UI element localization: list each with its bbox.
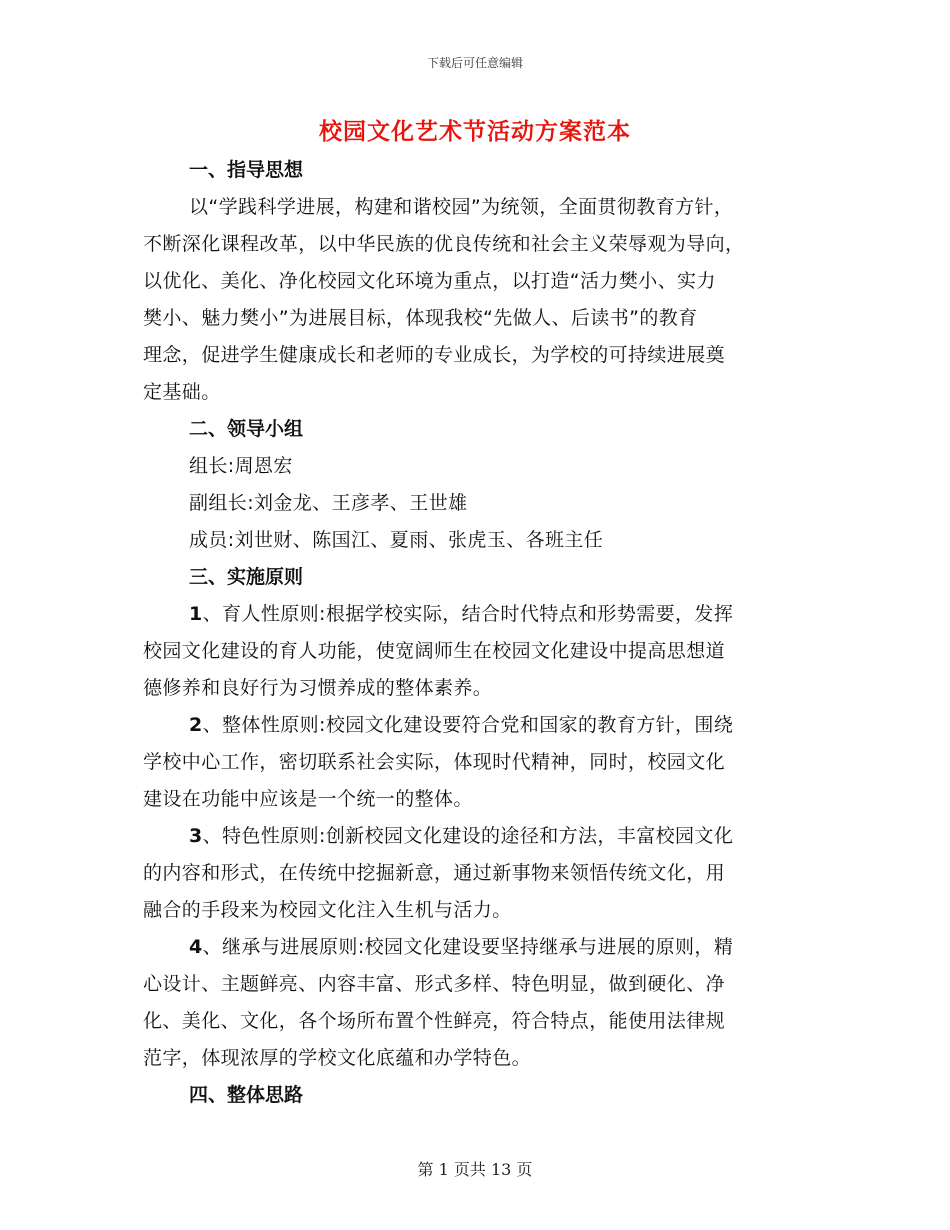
paragraph-line: 建设在功能中应该是一个统一的整体。: [143, 788, 473, 810]
paragraph-line: 范字，体现浓厚的学校文化底蕴和办学特色。: [143, 1047, 532, 1069]
page-number-footer: 第 1 页共 13 页: [417, 1160, 533, 1179]
principle-number: 1: [189, 603, 203, 625]
principle-number: 3: [189, 825, 203, 847]
paragraph-line: 校园文化建设的育人功能，使宽阔师生在校园文化建设中提高思想道: [143, 640, 726, 662]
principle-1-first-line: [143, 596, 803, 633]
principle-number: 4: [189, 936, 203, 958]
page-header: 下载后可任意编辑: [426, 56, 523, 70]
principle-3-first-line: [143, 818, 803, 855]
paragraph-line: 化、美化、文化，各个场所布置个性鲜亮，符合特点，能使用法律规: [143, 1010, 726, 1032]
section-heading-overall-approach: 四、整体思路: [189, 1084, 304, 1106]
group-leader-line: 组长:周恩宏: [189, 455, 293, 477]
section-heading-principles: 三、实施原则: [189, 566, 304, 588]
paragraph-line: 不断深化课程改革，以中华民族的优良传统和社会主义荣辱观为导向，: [143, 233, 745, 255]
paragraph-line: 定基础。: [143, 381, 221, 403]
document-title: 校园文化艺术节活动方案范本: [319, 119, 631, 145]
paragraph-line: 德修养和良好行为习惯养成的整体素养。: [143, 677, 493, 699]
paragraph-line: 的内容和形式，在传统中挖掘新意，通过新事物来领悟传统文化，用: [143, 862, 726, 884]
document-body: [143, 152, 803, 1114]
paragraph-text: 、特色性原则:创新校园文化建设的途径和方法，丰富校园文化: [202, 825, 734, 847]
section-heading-guiding-ideology: 一、指导思想: [189, 159, 304, 181]
paragraph-text: 、育人性原则:根据学校实际，结合时代特点和形势需要，发挥: [202, 603, 734, 625]
section-heading-leadership-group: 二、领导小组: [189, 418, 304, 440]
principle-2-first-line: [143, 707, 803, 744]
paragraph-line: 理念，促进学生健康成长和老师的专业成长，为学校的可持续进展奠: [143, 344, 726, 366]
paragraph-text: 、继承与进展原则:校园文化建设要坚持继承与进展的原则，精: [202, 936, 734, 958]
paragraph-line: 以“学践科学进展，构建和谐校园”为统领，全面贯彻教育方针，: [189, 196, 734, 218]
paragraph-line: 心设计、主题鲜亮、内容丰富、形式多样、特色明显，做到硬化、净: [143, 973, 726, 995]
paragraph-text: 、整体性原则:校园文化建设要符合党和国家的教育方针，围绕: [202, 714, 734, 736]
members-line: 成员:刘世财、陈国江、夏雨、张虎玉、各班主任: [189, 529, 604, 551]
principle-number: 2: [189, 714, 203, 736]
deputy-leader-line: 副组长:刘金龙、王彦孝、王世雄: [189, 492, 468, 514]
paragraph-line: 学校中心工作，密切联系社会实际，体现时代精神，同时，校园文化: [143, 751, 726, 773]
paragraph-line: 以优化、美化、净化校园文化环境为重点，以打造“活力樊小、实力: [143, 270, 716, 292]
paragraph-line: 樊小、魅力樊小”为进展目标，体现我校“先做人、后读书”的教育: [143, 307, 698, 329]
paragraph-line: 融合的手段来为校园文化注入生机与活力。: [143, 899, 512, 921]
principle-4-first-line: [143, 929, 803, 966]
